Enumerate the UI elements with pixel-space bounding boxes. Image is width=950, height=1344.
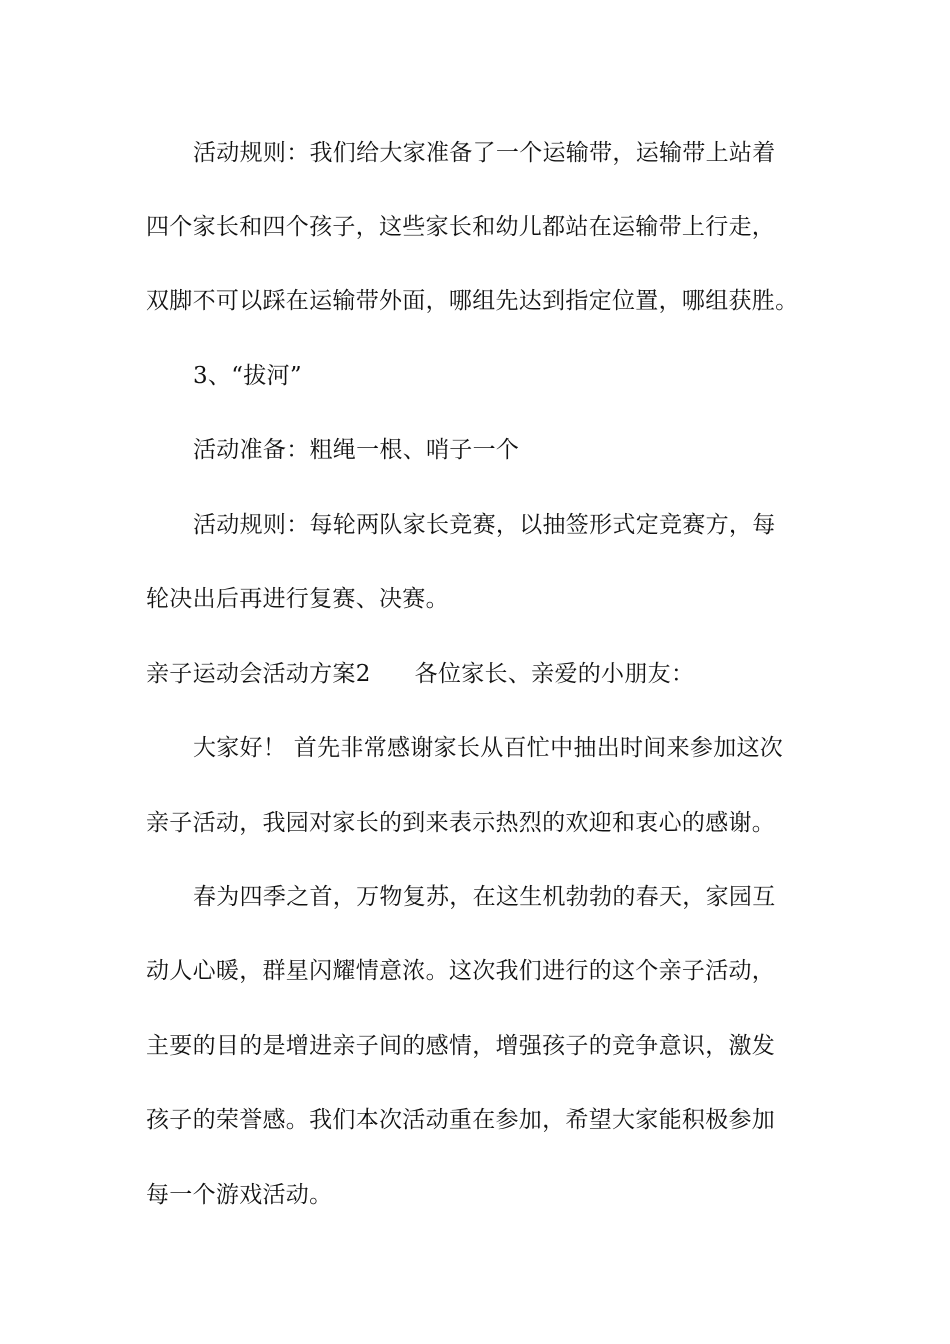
document-title: 亲子运动会活动方案2 bbox=[146, 661, 371, 687]
paragraph-line: 动人心暖，群星闪耀情意浓。这次我们进行的这个亲子活动， bbox=[146, 958, 776, 984]
paragraph-line: 轮决出后再进行复赛、决赛。 bbox=[146, 586, 449, 612]
paragraph-line: 活动准备：粗绳一根、哨子一个 bbox=[193, 437, 520, 463]
paragraph-line: 孩子的荣誉感。我们本次活动重在参加，希望大家能积极参加 bbox=[146, 1107, 776, 1133]
paragraph-line: 四个家长和四个孩子，这些家长和幼儿都站在运输带上行走， bbox=[146, 214, 776, 240]
paragraph-line: 活动规则：我们给大家准备了一个运输带，运输带上站着 bbox=[193, 140, 776, 166]
paragraph-line: 主要的目的是增进亲子间的感情，增强孩子的竞争意识，激发 bbox=[146, 1033, 776, 1059]
paragraph-line: 春为四季之首，万物复苏，在这生机勃勃的春天，家园互 bbox=[193, 884, 776, 910]
paragraph-line: 活动规则：每轮两队家长竞赛，以抽签形式定竞赛方，每 bbox=[193, 512, 776, 538]
paragraph-line: 每一个游戏活动。 bbox=[146, 1182, 333, 1208]
paragraph-line: 大家好！ 首先非常感谢家长从百忙中抽出时间来参加这次 bbox=[193, 735, 784, 761]
greeting: 各位家长、亲爱的小朋友： bbox=[414, 661, 695, 687]
section-heading: 3、“拔河” bbox=[193, 363, 302, 389]
document-title-line bbox=[146, 659, 816, 689]
paragraph-line: 亲子活动，我园对家长的到来表示热烈的欢迎和衷心的感谢。 bbox=[146, 810, 776, 836]
paragraph-line: 双脚不可以踩在运输带外面，哪组先达到指定位置，哪组获胜。 bbox=[146, 288, 799, 314]
